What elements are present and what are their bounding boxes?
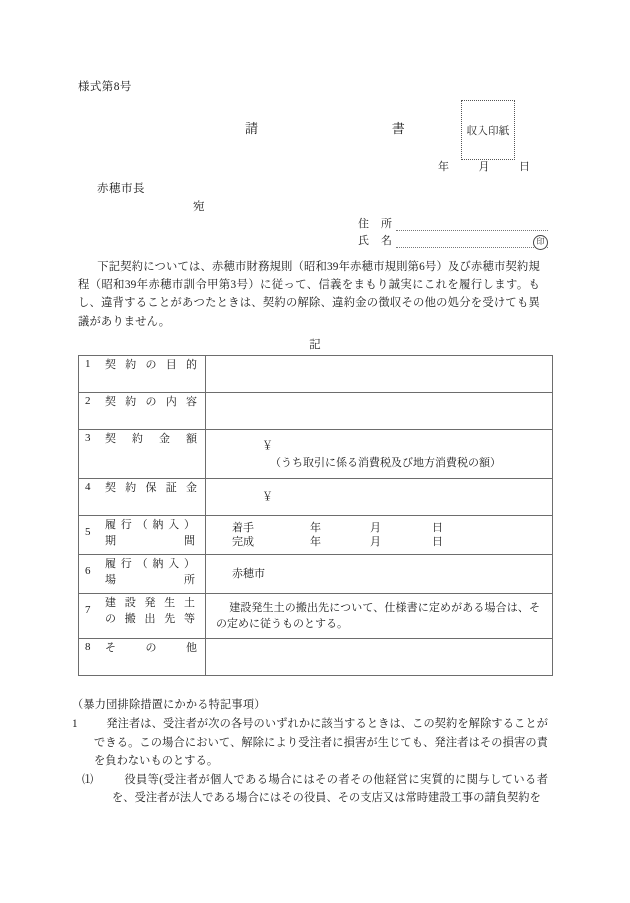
row-value-cell-4[interactable] <box>206 479 553 516</box>
contract-amount-currency: ￥ <box>262 439 273 452</box>
contract-amount-tax-note: （うち取引に係る消費税及び地方消費税の額） <box>270 456 501 469</box>
period-start-year: 年 <box>310 521 321 534</box>
body-paragraph: 下記契約については、赤穂市財務規則（昭和39年赤穂市規則第6号）及び赤穂市契約規程（昭和39年赤穂市訓令甲第3号）に従って、信義をまもり誠実にこれを履行します。もし、違背することがあつたときは、契約の解除、違約金の徴収その他の処分を受けても異議がありません。 <box>78 261 540 328</box>
performance-place-value: 赤穂市 <box>232 568 265 580</box>
row-value-cell-2[interactable] <box>206 393 553 430</box>
date-year-label: 年 <box>438 161 449 173</box>
address-label <box>358 215 392 231</box>
date-month-label: 月 <box>478 161 490 173</box>
row-label-cell-5 <box>79 516 206 555</box>
row-label-cell-1 <box>79 356 206 393</box>
table-row <box>79 594 553 639</box>
ki-marker: 記 <box>309 339 321 351</box>
row-label: 契 約 保 証 金 <box>105 482 197 494</box>
row-value-cell-5[interactable] <box>206 516 553 555</box>
signer-block <box>358 214 548 248</box>
row-label-cell-7 <box>79 594 206 639</box>
row-number: 3 <box>85 432 91 444</box>
row-label-cell-2 <box>79 393 206 430</box>
row-label: 履 行 （ 納 入 ） 期 間 <box>105 519 195 547</box>
period-end-label: 完成 <box>232 536 254 548</box>
name-input-rule[interactable] <box>396 235 548 248</box>
period-start-label: 着手 <box>232 521 254 534</box>
period-end-row <box>232 535 544 550</box>
row-number: 8 <box>85 641 91 653</box>
seal-stamp-icon: 印 <box>533 235 548 250</box>
signer-address-row <box>358 214 548 231</box>
name-label-char-2: 名 <box>381 235 392 247</box>
soil-disposal-value: 建設発生土の搬出先について、仕様書に定めがある場合は、その定めに従うものとする。 <box>216 601 540 630</box>
form-number: 様式第8号 <box>78 81 132 93</box>
addressee-name: 赤穂市長 <box>97 183 145 195</box>
date-line <box>438 158 530 174</box>
row-number: 2 <box>85 395 91 407</box>
address-input-rule[interactable] <box>396 218 548 231</box>
row-value-cell-8[interactable] <box>206 639 553 676</box>
row-label: そ の 他 <box>105 642 197 654</box>
period-start-row <box>232 521 544 536</box>
row-value-cell-3[interactable] <box>206 430 553 479</box>
table-row <box>79 639 553 676</box>
note-item <box>72 771 548 808</box>
row-label-cell-8 <box>79 639 206 676</box>
period-end-day: 日 <box>432 536 443 548</box>
row-value-cell-6[interactable] <box>206 555 553 594</box>
note-text: 役員等(受注者が個人である場合にはその者その他経営に実質的に関与している者を、受注者が法人である場合にはその役員、その支店又は常時建設工事の請負契約を <box>112 774 548 805</box>
period-end-month: 月 <box>370 536 381 548</box>
document-title <box>245 118 405 137</box>
revenue-stamp-box: 収入印紙 <box>461 100 515 160</box>
name-label <box>358 232 392 248</box>
contract-content-value <box>206 400 552 422</box>
row-label: 履 行 （ 納 入 ） 場 所 <box>105 558 195 586</box>
period-start-month: 月 <box>370 521 381 534</box>
table-row <box>79 555 553 594</box>
note-marker: 1 <box>72 718 78 731</box>
table-row <box>79 356 553 393</box>
period-end-year: 年 <box>310 536 321 548</box>
title-char-2: 書 <box>391 121 405 136</box>
table-row <box>79 393 553 430</box>
note-item <box>72 715 548 770</box>
address-label-char-2: 所 <box>381 218 392 230</box>
row-label: 建 設 発 生 土 の 搬 出 先 等 <box>105 597 195 625</box>
addressee-suffix: 宛 <box>193 201 205 213</box>
date-day-label: 日 <box>519 161 530 173</box>
row-value-cell-7[interactable] <box>206 594 553 639</box>
guarantee-amount-currency: ￥ <box>262 491 273 503</box>
name-label-char-1: 氏 <box>358 235 369 247</box>
special-provisions-heading: （暴力団排除措置にかかる特記事項） <box>72 699 266 711</box>
table-row <box>79 430 553 479</box>
row-label: 契 約 の 内 容 <box>105 396 197 408</box>
period-start-day: 日 <box>432 521 443 534</box>
special-provisions-section <box>72 696 548 808</box>
row-value-cell-1[interactable] <box>206 356 553 393</box>
other-value <box>206 646 552 668</box>
row-number: 7 <box>85 604 91 616</box>
row-number: 1 <box>85 358 91 370</box>
address-label-char-1: 住 <box>358 218 369 230</box>
row-number: 5 <box>85 526 91 538</box>
row-label-cell-6 <box>79 555 206 594</box>
row-label-cell-3 <box>79 430 206 479</box>
note-text: 発注者は、受注者が次の各号のいずれかに該当するときは、この契約を解除することができる。この場合において、解除により受注者に損害が生じても、発注者はその損害の責を負わないものとする。 <box>94 718 548 767</box>
row-label: 契 約 の 目 的 <box>105 359 197 371</box>
contract-details-table <box>78 355 553 676</box>
row-number: 4 <box>85 481 91 493</box>
row-label: 契 約 金 額 <box>105 433 197 445</box>
note-marker: ⑴ <box>82 774 94 787</box>
row-number: 6 <box>85 565 91 577</box>
table-row <box>79 479 553 516</box>
signer-name-row <box>358 231 548 248</box>
table-row <box>79 516 553 555</box>
contract-purpose-value <box>206 363 552 385</box>
row-label-cell-4 <box>79 479 206 516</box>
title-char-1: 請 <box>245 121 259 136</box>
